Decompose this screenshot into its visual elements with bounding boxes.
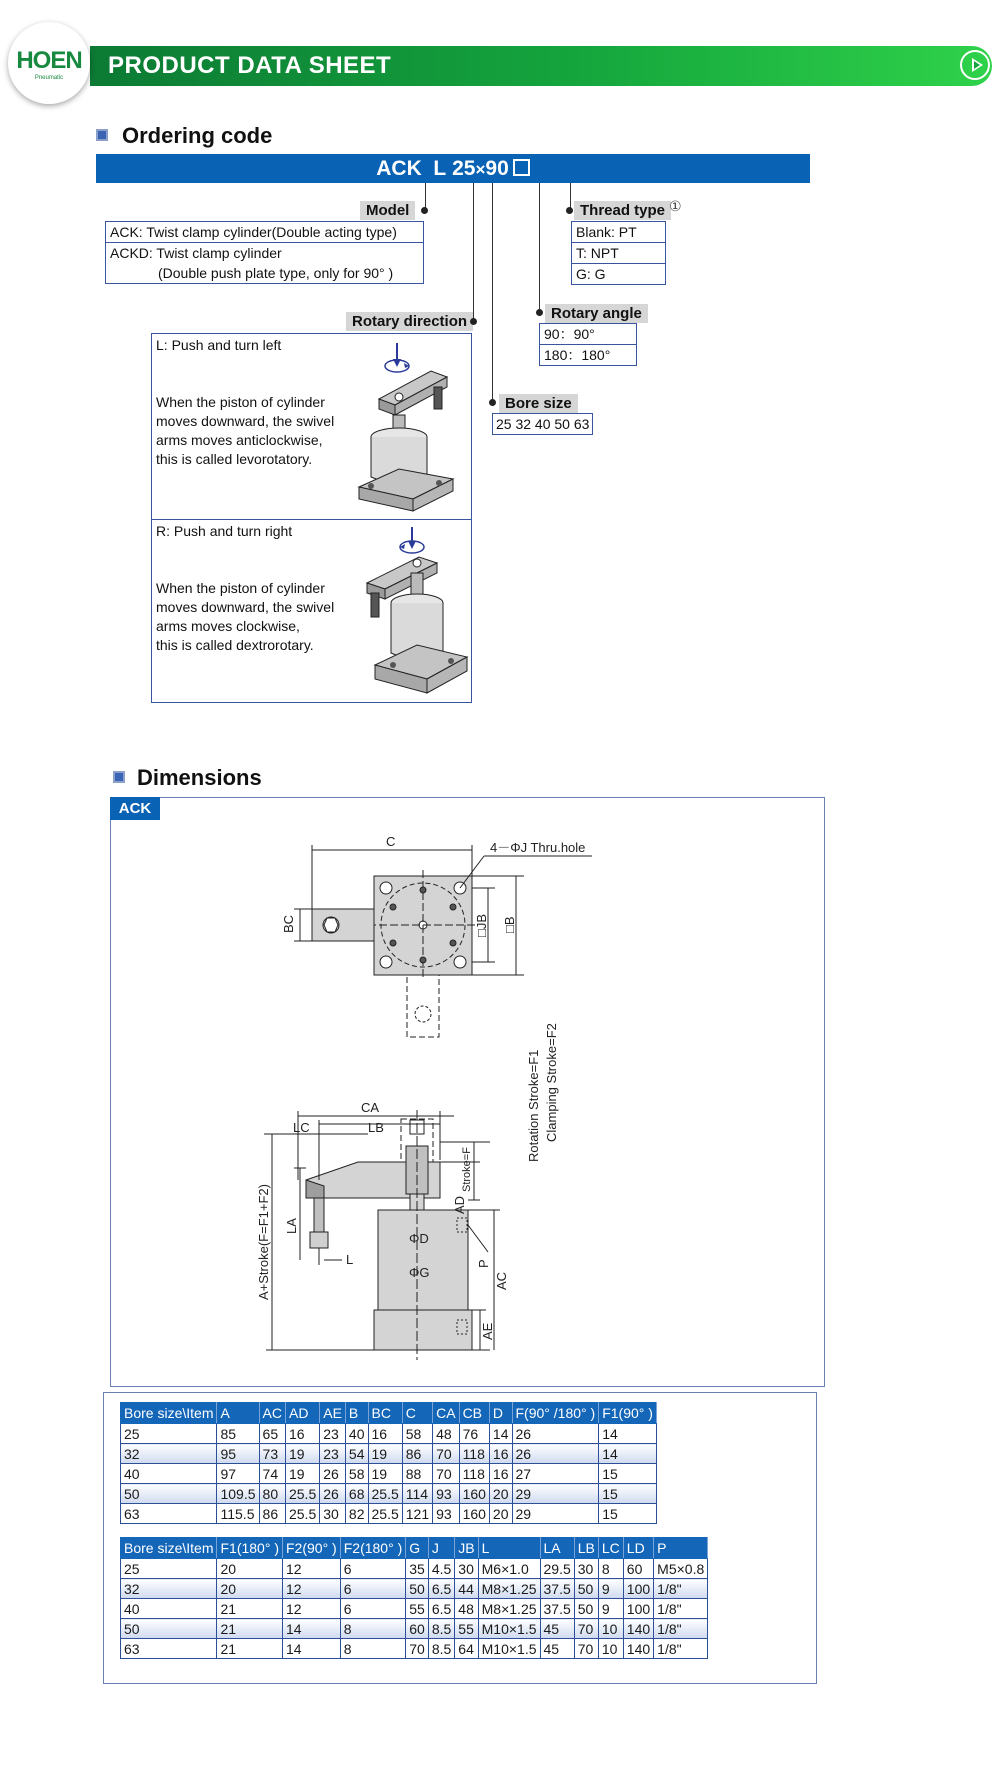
code-angle: 90 — [485, 157, 509, 180]
table-header-cell: LD — [623, 1538, 653, 1559]
rotary-right-title: R: Push and turn right — [156, 523, 293, 539]
play-icon[interactable] — [960, 50, 990, 80]
dim-label: CA — [361, 1100, 380, 1115]
desc-line: When the piston of cylinder — [156, 394, 325, 410]
dim-label: 4－ΦJ Thru.hole — [490, 840, 586, 855]
table-cell: 74 — [259, 1464, 285, 1484]
table-cell: 70 — [574, 1639, 598, 1659]
dim-label: □B — [502, 916, 517, 933]
dim-label: LA — [284, 1218, 299, 1234]
model-option: ACKD: Twist clamp cylinder — [110, 245, 282, 261]
leader-dot — [421, 207, 428, 214]
code-bore: 25 — [452, 157, 476, 180]
table-cell: 48 — [455, 1599, 478, 1619]
table-cell: 12 — [283, 1579, 341, 1599]
thread-option: Blank: PT — [572, 222, 665, 243]
table-row — [121, 1599, 708, 1619]
note-marker: ① — [669, 198, 682, 214]
table-header-cell: F2(180° ) — [340, 1538, 406, 1559]
dim-label: P — [476, 1259, 491, 1268]
table-cell: 25 — [121, 1424, 217, 1444]
bore-size-label: Bore size — [499, 394, 578, 413]
section-bullet-icon — [113, 771, 125, 783]
table-cell: 30 — [574, 1559, 598, 1579]
table-cell: M5×0.8 — [654, 1559, 708, 1579]
table-cell: 88 — [402, 1464, 432, 1484]
table-row — [121, 1504, 657, 1524]
table-cell: 10 — [598, 1639, 623, 1659]
table-cell: 16 — [285, 1424, 319, 1444]
dim-label: Clamping Stroke=F2 — [544, 1023, 559, 1142]
model-options — [105, 221, 424, 284]
table-cell: 14 — [599, 1424, 657, 1444]
table-cell: 93 — [433, 1504, 459, 1524]
bore-size-values: 25 32 40 50 63 — [492, 413, 593, 435]
table-cell: 1/8" — [654, 1599, 708, 1619]
table-cell: 100 — [623, 1599, 653, 1619]
logo-subtext: Pneumatic — [34, 75, 64, 81]
table-header-cell: BC — [368, 1403, 402, 1424]
dim-label: Rotation Stroke=F1 — [526, 1049, 541, 1162]
table-cell: 50 — [574, 1599, 598, 1619]
table-cell: M10×1.5 — [478, 1639, 540, 1659]
desc-line: arms moves clockwise, — [156, 618, 300, 634]
table-cell: 14 — [599, 1444, 657, 1464]
table-header-cell: A — [217, 1403, 259, 1424]
table-header-cell: AD — [285, 1403, 319, 1424]
table-cell: M8×1.25 — [478, 1599, 540, 1619]
table-header-cell: C — [402, 1403, 432, 1424]
table-cell: 80 — [259, 1484, 285, 1504]
table-cell: 44 — [455, 1579, 478, 1599]
model-tag: ACK — [110, 797, 160, 820]
leader-dot — [470, 318, 477, 325]
table-cell: 37.5 — [540, 1579, 574, 1599]
rotary-left-description — [156, 393, 356, 469]
code-thread-box — [513, 159, 530, 176]
table-cell: 8.5 — [428, 1639, 454, 1659]
leader-line — [492, 183, 493, 403]
table-cell: 45 — [540, 1639, 574, 1659]
table-cell: 4.5 — [428, 1559, 454, 1579]
table-header-cell: AC — [259, 1403, 285, 1424]
table-cell: 15 — [599, 1484, 657, 1504]
table-cell: 20 — [217, 1579, 283, 1599]
table-row — [121, 1424, 657, 1444]
table-cell: 109.5 — [217, 1484, 259, 1504]
table-cell: 121 — [402, 1504, 432, 1524]
table-cell: 65 — [259, 1424, 285, 1444]
leader-dot — [566, 207, 573, 214]
table-cell: 25.5 — [368, 1484, 402, 1504]
table-header-cell: P — [654, 1538, 708, 1559]
table-cell: 32 — [121, 1444, 217, 1464]
code-rotation: L — [433, 157, 447, 180]
table-cell: 30 — [320, 1504, 346, 1524]
table-cell: 50 — [574, 1579, 598, 1599]
table-cell: 1/8" — [654, 1619, 708, 1639]
rotary-right-panel — [152, 520, 471, 704]
desc-line: this is called dextrorotary. — [156, 637, 314, 653]
table-cell: 6 — [340, 1599, 406, 1619]
table-cell: 140 — [623, 1619, 653, 1639]
table-header-cell: J — [428, 1538, 454, 1559]
table-row — [121, 1579, 708, 1599]
table-cell: 32 — [121, 1579, 217, 1599]
rotary-direction-label: Rotary direction — [346, 312, 473, 331]
table-cell: 9 — [598, 1599, 623, 1619]
table-cell: 30 — [455, 1559, 478, 1579]
table-cell: M10×1.5 — [478, 1619, 540, 1639]
table-cell: 50 — [406, 1579, 429, 1599]
ordering-code-bar — [96, 154, 810, 183]
table-cell: 64 — [455, 1639, 478, 1659]
table-cell: 86 — [402, 1444, 432, 1464]
table-cell: 8 — [598, 1559, 623, 1579]
table-row — [121, 1559, 708, 1579]
dim-label: L — [346, 1252, 354, 1267]
table-cell: 25.5 — [368, 1504, 402, 1524]
table-row — [121, 1484, 657, 1504]
table-row — [121, 1639, 708, 1659]
table-cell: 35 — [406, 1559, 429, 1579]
leader-dot — [536, 309, 543, 316]
table-cell: 6.5 — [428, 1599, 454, 1619]
table-cell: 25.5 — [285, 1504, 319, 1524]
table-cell: 6.5 — [428, 1579, 454, 1599]
rotary-right-description — [156, 579, 356, 655]
table-cell: 21 — [217, 1619, 283, 1639]
table-cell: 15 — [599, 1464, 657, 1484]
table-cell: 12 — [283, 1559, 341, 1579]
dim-label: ΦD — [409, 1231, 429, 1246]
dim-label: AE — [480, 1322, 495, 1340]
table-header-cell: F2(90° ) — [283, 1538, 341, 1559]
table-cell: 20 — [217, 1559, 283, 1579]
table-header-cell: G — [406, 1538, 429, 1559]
desc-line: moves downward, the swivel — [156, 413, 335, 429]
table-cell: 85 — [217, 1424, 259, 1444]
dextrorotary-cylinder-illustration — [357, 525, 471, 701]
table-cell: 14 — [283, 1619, 341, 1639]
table-header-cell: B — [345, 1403, 368, 1424]
table-header-cell: CB — [459, 1403, 489, 1424]
table-cell: 82 — [345, 1504, 368, 1524]
table-row — [121, 1444, 657, 1464]
table-cell: 29 — [512, 1484, 599, 1504]
dim-label: A+Stroke(F=F1+F2) — [256, 1184, 271, 1300]
table-header-cell: JB — [455, 1538, 478, 1559]
table-cell: 50 — [121, 1484, 217, 1504]
dim-label: AD — [452, 1195, 467, 1214]
table-cell: 1/8" — [654, 1639, 708, 1659]
table-cell: 19 — [368, 1444, 402, 1464]
table-cell: 8 — [340, 1639, 406, 1659]
table-cell: 23 — [320, 1444, 346, 1464]
desc-line: this is called levorotatory. — [156, 451, 313, 467]
table-cell: 86 — [259, 1504, 285, 1524]
table-header-row — [121, 1538, 708, 1559]
table-cell: 12 — [283, 1599, 341, 1619]
table-cell: 20 — [489, 1504, 512, 1524]
table-cell: 55 — [455, 1619, 478, 1639]
table-cell: 40 — [121, 1464, 217, 1484]
table-cell: 8.5 — [428, 1619, 454, 1639]
table-cell: 19 — [285, 1444, 319, 1464]
dim-label: LB — [368, 1120, 384, 1135]
section-bullet-icon — [96, 129, 108, 141]
dimensions-section-title: Dimensions — [137, 765, 262, 790]
table-header-cell: CA — [433, 1403, 459, 1424]
table-cell: 58 — [345, 1464, 368, 1484]
code-model: ACK — [376, 157, 422, 180]
dim-label: ΦG — [409, 1265, 430, 1280]
table-header-cell: AE — [320, 1403, 346, 1424]
table-row — [121, 1619, 708, 1639]
table-cell: 14 — [489, 1424, 512, 1444]
table-cell: 55 — [406, 1599, 429, 1619]
table-cell: 100 — [623, 1579, 653, 1599]
table-cell: 15 — [599, 1504, 657, 1524]
table-cell: 27 — [512, 1464, 599, 1484]
table-cell: 140 — [623, 1639, 653, 1659]
table-cell: 48 — [433, 1424, 459, 1444]
dimension-table-1 — [120, 1402, 657, 1524]
table-cell: 118 — [459, 1444, 489, 1464]
desc-line: arms moves anticlockwise, — [156, 432, 323, 448]
table-cell: 45 — [540, 1619, 574, 1639]
table-header-cell: LC — [598, 1538, 623, 1559]
leader-line — [425, 183, 426, 210]
rotary-left-panel — [152, 334, 471, 520]
table-cell: 60 — [623, 1559, 653, 1579]
dimension-drawing — [110, 820, 825, 1386]
page-title: PRODUCT DATA SHEET — [108, 52, 392, 79]
table-header-cell: LB — [574, 1538, 598, 1559]
table-cell: 26 — [512, 1444, 599, 1464]
table-row — [121, 1464, 657, 1484]
table-cell: 40 — [345, 1424, 368, 1444]
top-view — [294, 845, 592, 1037]
table-cell: M8×1.25 — [478, 1579, 540, 1599]
table-cell: 60 — [406, 1619, 429, 1639]
table-cell: 73 — [259, 1444, 285, 1464]
table-cell: 68 — [345, 1484, 368, 1504]
table-header-cell: Bore size\Item — [121, 1403, 217, 1424]
table-cell: 16 — [489, 1464, 512, 1484]
table-header-cell: Bore size\Item — [121, 1538, 217, 1559]
dim-label: □JB — [474, 913, 489, 937]
table-cell: 21 — [217, 1639, 283, 1659]
desc-line: moves downward, the swivel — [156, 599, 335, 615]
table-cell: 26 — [512, 1424, 599, 1444]
table-cell: 95 — [217, 1444, 259, 1464]
table-cell: 118 — [459, 1464, 489, 1484]
model-label: Model — [360, 201, 415, 220]
table-cell: 20 — [489, 1484, 512, 1504]
table-cell: M6×1.0 — [478, 1559, 540, 1579]
table-header-cell: L — [478, 1538, 540, 1559]
model-option: ACK: Twist clamp cylinder(Double acting type) — [106, 222, 423, 243]
table-cell: 76 — [459, 1424, 489, 1444]
thread-type-options — [571, 221, 666, 285]
table-header-cell: F1(180° ) — [217, 1538, 283, 1559]
table-header-cell: F(90° /180° ) — [512, 1403, 599, 1424]
table-header-cell: LA — [540, 1538, 574, 1559]
table-cell: 6 — [340, 1579, 406, 1599]
table-cell: 63 — [121, 1504, 217, 1524]
leader-line — [473, 183, 474, 321]
table-cell: 115.5 — [217, 1504, 259, 1524]
table-cell: 70 — [433, 1464, 459, 1484]
table-cell: 8 — [340, 1619, 406, 1639]
thread-option: G: G — [576, 266, 606, 282]
rotary-angle-options — [539, 323, 637, 366]
table-cell: 37.5 — [540, 1599, 574, 1619]
table-cell: 58 — [402, 1424, 432, 1444]
dim-label: AC — [494, 1271, 509, 1290]
table-cell: 63 — [121, 1639, 217, 1659]
table-cell: 160 — [459, 1484, 489, 1504]
dim-label: BC — [281, 914, 296, 933]
table-cell: 16 — [489, 1444, 512, 1464]
table-cell: 9 — [598, 1579, 623, 1599]
table-cell: 19 — [285, 1464, 319, 1484]
table-cell: 70 — [433, 1444, 459, 1464]
dim-label: LC — [293, 1120, 310, 1135]
table-cell: 1/8" — [654, 1579, 708, 1599]
table-cell: 26 — [320, 1464, 346, 1484]
thread-option: T: NPT — [572, 243, 665, 264]
table-header-cell: D — [489, 1403, 512, 1424]
table-cell: 160 — [459, 1504, 489, 1524]
ordering-section-title: Ordering code — [122, 123, 273, 148]
leader-line — [539, 183, 540, 311]
table-cell: 70 — [406, 1639, 429, 1659]
dimension-table-2 — [120, 1537, 708, 1659]
table-cell: 40 — [121, 1599, 217, 1619]
table-cell: 25 — [121, 1559, 217, 1579]
table-cell: 97 — [217, 1464, 259, 1484]
logo-text: HOEN — [16, 47, 82, 74]
table-cell: 21 — [217, 1599, 283, 1619]
table-cell: 70 — [574, 1619, 598, 1639]
rotary-left-title: L: Push and turn left — [156, 337, 282, 353]
table-cell: 93 — [433, 1484, 459, 1504]
angle-option: 180：180° — [544, 347, 611, 363]
dim-label: C — [386, 834, 396, 849]
table-cell: 25.5 — [285, 1484, 319, 1504]
table-cell: 114 — [402, 1484, 432, 1504]
table-cell: 54 — [345, 1444, 368, 1464]
table-cell: 26 — [320, 1484, 346, 1504]
model-option-note: (Double push plate type, only for 90° ) — [158, 265, 394, 281]
table-cell: 16 — [368, 1424, 402, 1444]
thread-type-label: Thread type — [574, 201, 671, 220]
rotary-angle-label: Rotary angle — [545, 304, 648, 323]
table-cell: 23 — [320, 1424, 346, 1444]
angle-option: 90：90° — [540, 324, 636, 345]
levorotatory-cylinder-illustration — [357, 339, 471, 515]
table-cell: 10 — [598, 1619, 623, 1639]
leader-dot — [489, 399, 496, 406]
table-cell: 19 — [368, 1464, 402, 1484]
desc-line: When the piston of cylinder — [156, 580, 325, 596]
rotary-direction-box — [151, 333, 472, 703]
table-cell: 50 — [121, 1619, 217, 1639]
table-cell: 14 — [283, 1639, 341, 1659]
table-cell: 6 — [340, 1559, 406, 1579]
dim-label: Stroke=F — [461, 1147, 473, 1192]
table-header-row — [121, 1403, 657, 1424]
table-header-cell: F1(90° ) — [599, 1403, 657, 1424]
table-cell: 29.5 — [540, 1559, 574, 1579]
code-separator: × — [475, 160, 486, 179]
table-cell: 29 — [512, 1504, 599, 1524]
